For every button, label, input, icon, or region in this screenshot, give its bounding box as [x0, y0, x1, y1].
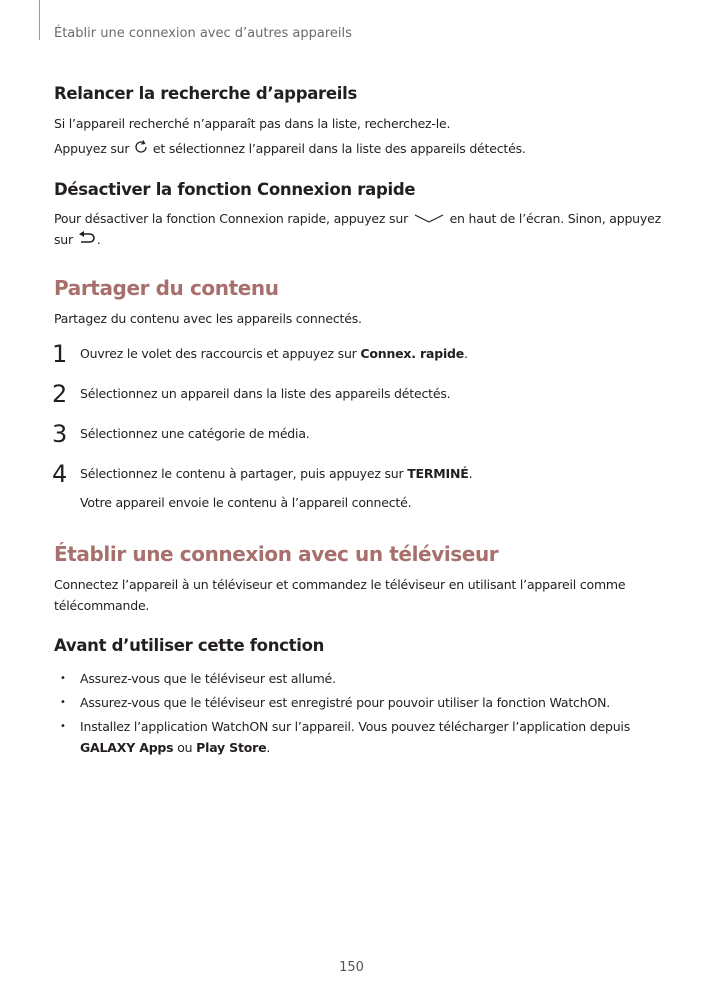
bullet-dot: • — [60, 697, 66, 708]
bullet-dot: • — [60, 673, 66, 684]
page-number: 150 — [339, 960, 364, 975]
text-segment: . — [96, 232, 101, 247]
text-segment: Ouvrez le volet des raccourcis et appuyez sur — [80, 346, 361, 361]
text-segment: . — [468, 466, 473, 481]
step-number: 3 — [52, 420, 68, 448]
bold-term: GALAXY Apps — [80, 740, 174, 755]
bold-term: Connex. rapide — [360, 346, 465, 361]
text-segment: ou — [173, 740, 197, 755]
step-number: 1 — [52, 340, 68, 368]
text-segment: en haut de l’écran. Sinon, appuyez — [445, 211, 661, 226]
step-text: Sélectionnez un appareil dans la liste des appareils détectés. — [80, 386, 451, 401]
heading-partager: Partager du contenu — [54, 276, 279, 300]
paragraph-tv-intro-2: télécommande. — [54, 598, 150, 613]
paragraph-relancer-2 — [54, 138, 526, 161]
paragraph-desactiver-1 — [54, 208, 661, 230]
page-header: Établir une connexion avec d’autres appareils — [54, 26, 352, 41]
text-segment: sur — [54, 232, 77, 247]
text-segment: et sélectionnez l’appareil dans la liste des appareils détectés. — [149, 141, 526, 156]
step-4-note: Votre appareil envoie le contenu à l’appareil connecté. — [80, 495, 412, 510]
bold-term: Play Store — [196, 740, 267, 755]
bullet-text: Assurez-vous que le téléviseur est allumé. — [80, 671, 336, 686]
paragraph-partager-intro: Partagez du contenu avec les appareils connectés. — [54, 311, 362, 326]
bullet-dot: • — [60, 721, 66, 732]
bullet-text: Assurez-vous que le téléviseur est enregistré pour pouvoir utiliser la fonction WatchON. — [80, 695, 611, 710]
chevron-down-icon — [412, 209, 446, 230]
text-segment: Pour désactiver la fonction Connexion rapide, appuyez sur — [54, 211, 412, 226]
step-text — [80, 346, 468, 361]
paragraph-tv-intro-1: Connectez l’appareil à un téléviseur et commandez le téléviseur en utilisant l’appareil comme — [54, 577, 626, 592]
refresh-icon — [133, 139, 149, 161]
heading-avant: Avant d’utiliser cette fonction — [54, 636, 325, 655]
text-segment: . — [266, 740, 271, 755]
paragraph-relancer-1: Si l’appareil recherché n’apparaît pas dans la liste, recherchez-le. — [54, 116, 451, 131]
back-icon — [77, 230, 97, 251]
bold-term: TERMINÉ — [407, 466, 469, 481]
text-segment: Sélectionnez le contenu à partager, puis appuyez sur — [80, 466, 408, 481]
heading-desactiver: Désactiver la fonction Connexion rapide — [54, 180, 416, 199]
text-segment: . — [464, 346, 468, 361]
heading-relancer: Relancer la recherche d’appareils — [54, 84, 357, 103]
text-segment: Installez l’application WatchON sur l’appareil. Vous pouvez télécharger l’application depuis — [80, 719, 631, 734]
heading-tv: Établir une connexion avec un téléviseur — [54, 542, 499, 566]
bullet-text — [80, 716, 640, 758]
step-number: 4 — [52, 460, 68, 488]
step-number: 2 — [52, 380, 68, 408]
paragraph-desactiver-2 — [54, 229, 101, 251]
step-text: Sélectionnez une catégorie de média. — [80, 426, 310, 441]
step-text — [80, 466, 472, 481]
header-divider — [39, 0, 40, 40]
text-segment: Appuyez sur — [54, 141, 134, 156]
